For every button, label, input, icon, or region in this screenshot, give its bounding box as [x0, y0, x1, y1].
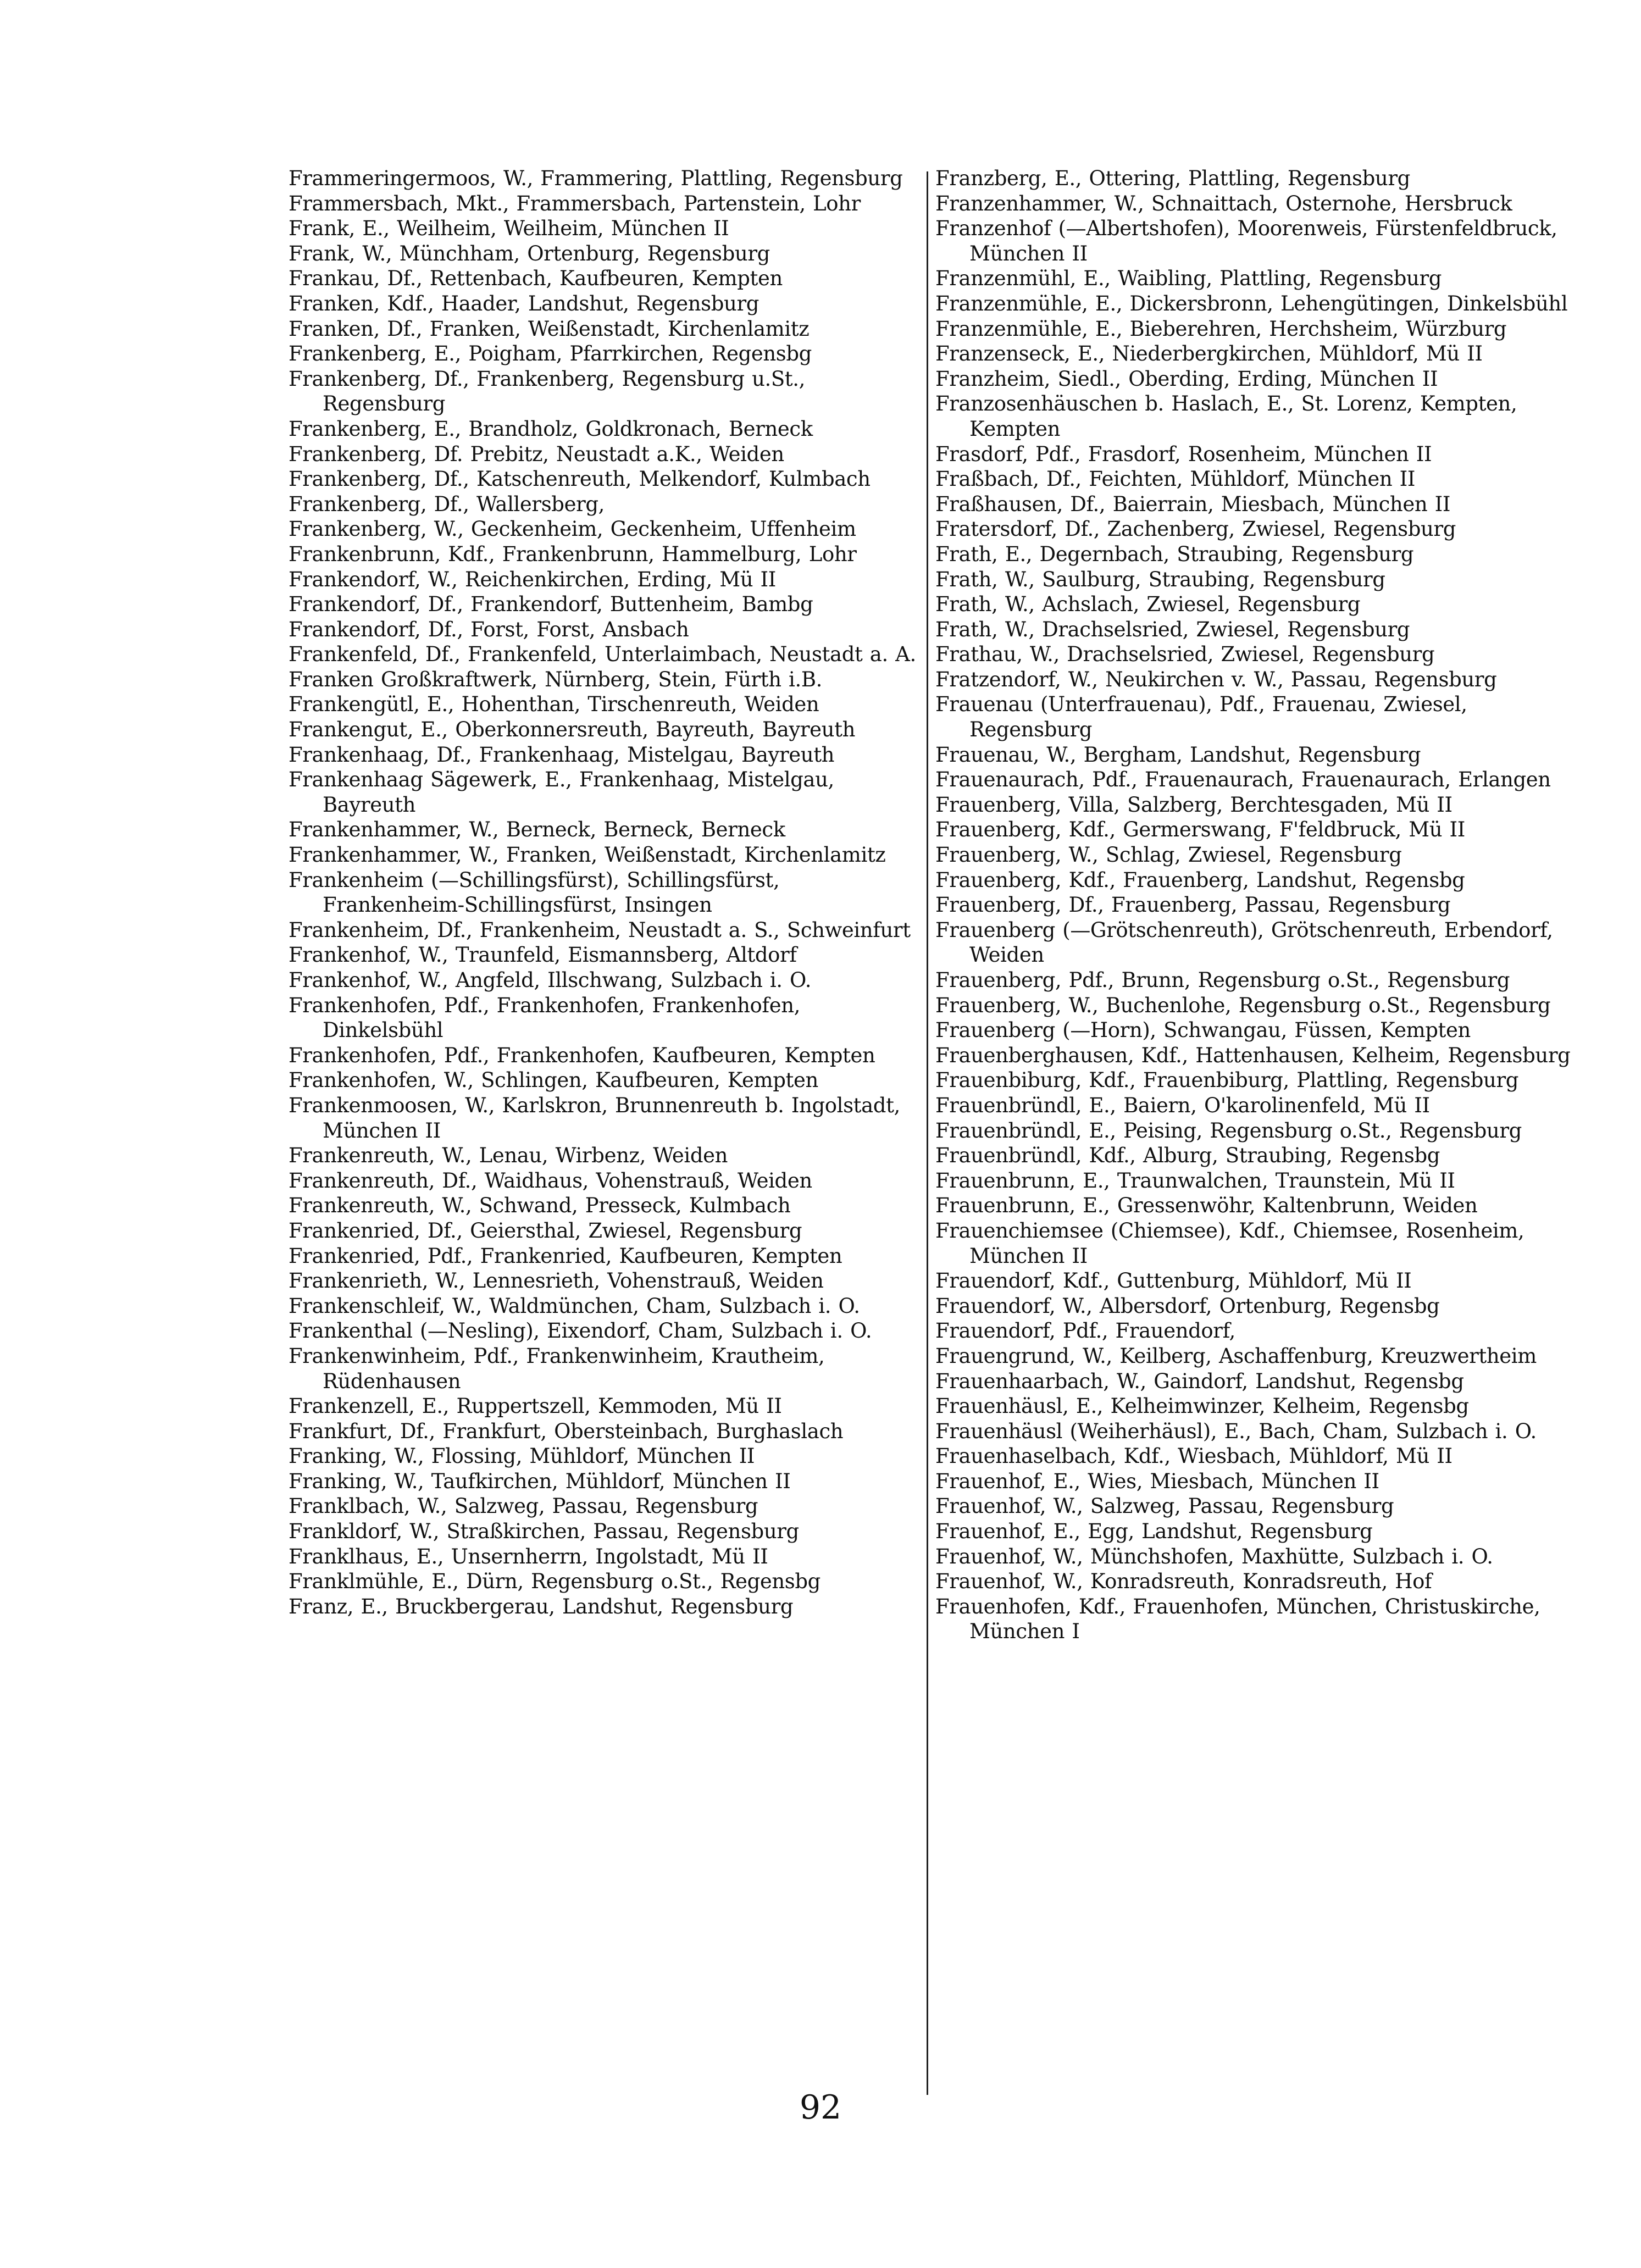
- gazetteer-entry: Frankenberg, Df., Frankenberg, Regensburg u.St., Regensburg: [289, 367, 805, 416]
- gazetteer-entry: Frauenau, W., Bergham, Landshut, Regensburg: [935, 742, 1421, 767]
- gazetteer-entry: Franz, E., Bruckbergerau, Landshut, Regensburg: [289, 1594, 794, 1618]
- gazetteer-entry: Fratersdorf, Df., Zachenberg, Zwiesel, Regensburg: [935, 517, 1456, 541]
- gazetteer-entry: Frauengrund, W., Keilberg, Aschaffenburg, Kreuzwertheim: [935, 1344, 1537, 1368]
- gazetteer-entry: Frankenhofen, W., Schlingen, Kaufbeuren, Kempten: [289, 1068, 818, 1093]
- gazetteer-entry: Frankengut, E., Oberkonnersreuth, Bayreuth, Bayreuth: [289, 718, 856, 742]
- gazetteer-entry: Frauenberg (—Horn), Schwangau, Füssen, Kempten: [935, 1018, 1471, 1042]
- gazetteer-entry: Franken, Kdf., Haader, Landshut, Regensburg: [289, 291, 759, 315]
- gazetteer-entry: Frauendorf, W., Albersdorf, Ortenburg, Regensbg: [935, 1294, 1440, 1318]
- gazetteer-entry: Frauenberg, Kdf., Frauenberg, Landshut, Regensbg: [935, 868, 1465, 892]
- gazetteer-entry: Frankenhof, W., Angfeld, Illschwang, Sulzbach i. O.: [289, 968, 812, 992]
- gazetteer-entry: Frauenberg, W., Buchenlohe, Regensburg o.St., Regensburg: [935, 993, 1551, 1017]
- gazetteer-entry: Frankfurt, Df., Frankfurt, Obersteinbach, Burghaslach: [289, 1419, 844, 1443]
- gazetteer-entry: Franking, W., Flossing, Mühldorf, München II: [289, 1444, 755, 1468]
- gazetteer-entry: Frauenberg, Pdf., Brunn, Regensburg o.St., Regensburg: [935, 968, 1510, 992]
- gazetteer-entry: Frankenhammer, W., Franken, Weißenstadt, Kirchenlamitz: [289, 843, 886, 867]
- gazetteer-entry: Frankendorf, Df., Forst, Forst, Ansbach: [289, 617, 689, 641]
- gazetteer-entry: Franzberg, E., Ottering, Plattling, Regensburg: [935, 167, 1410, 190]
- gazetteer-entry: Franzenmühl, E., Waibling, Plattling, Regensburg: [935, 267, 1442, 291]
- right-column: [935, 166, 1573, 1644]
- gazetteer-entry: Frauenberg, Kdf., Germerswang, F'feldbruck, Mü II: [935, 818, 1465, 842]
- gazetteer-entry: Frankenbrunn, Kdf., Frankenbrunn, Hammelburg, Lohr: [289, 542, 857, 566]
- gazetteer-entry: Fraßbach, Df., Feichten, Mühldorf, München II: [935, 467, 1416, 491]
- gazetteer-entry: Frankenhofen, Pdf., Frankenhofen, Kaufbeuren, Kempten: [289, 1043, 875, 1067]
- gazetteer-entry: Franking, W., Taufkirchen, Mühldorf, München II: [289, 1469, 791, 1493]
- gazetteer-entry: Frankenmoosen, W., Karlskron, Brunnenreuth b. Ingolstadt, München II: [289, 1093, 900, 1143]
- gazetteer-entry: Frankau, Df., Rettenbach, Kaufbeuren, Kempten: [289, 267, 783, 291]
- gazetteer-entry: Frankenberg, W., Geckenheim, Geckenheim, Uffenheim: [289, 517, 856, 541]
- gazetteer-entry: Franzenseck, E., Niederbergkirchen, Mühldorf, Mü II: [935, 342, 1483, 366]
- gazetteer-entry: Fratzendorf, W., Neukirchen v. W., Passau, Regensburg: [935, 667, 1497, 691]
- gazetteer-entry: Frauenbründl, E., Baiern, O'karolinenfeld, Mü II: [935, 1093, 1430, 1117]
- gazetteer-entry: Frauenhof, W., Salzweg, Passau, Regensburg: [935, 1494, 1394, 1518]
- gazetteer-entry: Franklhaus, E., Unsernherrn, Ingolstadt, Mü II: [289, 1544, 768, 1568]
- gazetteer-entry: Frammersbach, Mkt., Frammersbach, Partenstein, Lohr: [289, 191, 861, 215]
- gazetteer-entry: Frankenhof, W., Traunfeld, Eismannsberg, Altdorf: [289, 943, 797, 967]
- column-divider: [927, 171, 928, 2095]
- gazetteer-entry: Frankenberg, E., Brandholz, Goldkronach, Berneck: [289, 417, 813, 441]
- gazetteer-entry: Frath, W., Drachselsried, Zwiesel, Regensburg: [935, 617, 1410, 641]
- gazetteer-entry: Frauenberg, W., Schlag, Zwiesel, Regensburg: [935, 843, 1402, 867]
- gazetteer-entry: Frauendorf, Pdf., Frauendorf,: [935, 1319, 1235, 1343]
- gazetteer-entry: Frauenhaselbach, Kdf., Wiesbach, Mühldorf, Mü II: [935, 1444, 1452, 1468]
- gazetteer-entry: Frauendorf, Kdf., Guttenburg, Mühldorf, Mü II: [935, 1269, 1412, 1293]
- gazetteer-entry: Franzenhof (—Albertshofen), Moorenweis, Fürstenfeldbruck, München II: [935, 217, 1557, 265]
- gazetteer-entry: Frauenhof, W., Münchshofen, Maxhütte, Sulzbach i. O.: [935, 1544, 1493, 1568]
- gazetteer-entry: Frammeringermoos, W., Frammering, Plattling, Regensburg: [289, 167, 903, 190]
- gazetteer-entry: Frauenhaarbach, W., Gaindorf, Landshut, Regensbg: [935, 1369, 1464, 1393]
- gazetteer-entry: Frauenberg (—Grötschenreuth), Grötschenreuth, Erbendorf, Weiden: [935, 918, 1553, 967]
- gazetteer-entry: Frasdorf, Pdf., Frasdorf, Rosenheim, München II: [935, 442, 1432, 466]
- gazetteer-entry: Frauenbrunn, E., Gressenwöhr, Kaltenbrunn, Weiden: [935, 1194, 1478, 1218]
- gazetteer-entry: Frathau, W., Drachselsried, Zwiesel, Regensburg: [935, 642, 1435, 667]
- gazetteer-entry: Frankendorf, W., Reichenkirchen, Erding, Mü II: [289, 567, 776, 591]
- gazetteer-entry: Frauenau (Unterfrauenau), Pdf., Frauenau, Zwiesel, Regensburg: [935, 692, 1467, 742]
- page-number: 92: [799, 2088, 842, 2127]
- gazetteer-entry: Frankenheim (—Schillingsfürst), Schillingsfürst, Frankenheim-Schillingsfürst, Insingen: [289, 868, 780, 917]
- gazetteer-entry: Frauenberg, Df., Frauenberg, Passau, Regensburg: [935, 893, 1451, 917]
- gazetteer-entry: Frankenheim, Df., Frankenheim, Neustadt a. S., Schweinfurt: [289, 918, 911, 942]
- gazetteer-entry: Frauenchiemsee (Chiemsee), Kdf., Chiemsee, Rosenheim, München II: [935, 1218, 1524, 1268]
- gazetteer-entry: Frank, W., Münchham, Ortenburg, Regensburg: [289, 241, 770, 265]
- gazetteer-entry: Frauenbründl, E., Peising, Regensburg o.St., Regensburg: [935, 1118, 1522, 1143]
- gazetteer-entry: Frankenhofen, Pdf., Frankenhofen, Frankenhofen, Dinkelsbühl: [289, 993, 801, 1042]
- gazetteer-entry: Frankenberg, Df., Wallersberg,: [289, 492, 605, 516]
- gazetteer-entry: Franklmühle, E., Dürn, Regensburg o.St., Regensbg: [289, 1570, 820, 1594]
- gazetteer-entry: Frath, W., Saulburg, Straubing, Regensburg: [935, 567, 1385, 591]
- gazetteer-entry: Frankenwinheim, Pdf., Frankenwinheim, Krautheim, Rüdenhausen: [289, 1344, 825, 1393]
- gazetteer-entry: Frankenreuth, W., Lenau, Wirbenz, Weiden: [289, 1144, 728, 1168]
- gazetteer-entry: Frauenberg, Villa, Salzberg, Berchtesgaden, Mü II: [935, 792, 1452, 817]
- gazetteer-entry: Frath, W., Achslach, Zwiesel, Regensburg: [935, 592, 1361, 617]
- gazetteer-entry: Frauenbiburg, Kdf., Frauenbiburg, Plattling, Regensburg: [935, 1068, 1519, 1093]
- gazetteer-entry: Franzenmühle, E., Dickersbronn, Lehengütingen, Dinkelsbühl: [935, 291, 1568, 315]
- gazetteer-entry: Frauenhäusl (Weiherhäusl), E., Bach, Cham, Sulzbach i. O.: [935, 1419, 1537, 1443]
- gazetteer-entry: Franzosenhäuschen b. Haslach, E., St. Lorenz, Kempten, Kempten: [935, 392, 1517, 441]
- gazetteer-entry: Frankenberg, Df., Katschenreuth, Melkendorf, Kulmbach: [289, 467, 871, 491]
- gazetteer-entry: Frankenberg, Df. Prebitz, Neustadt a.K., Weiden: [289, 442, 784, 466]
- gazetteer-entry: Franzenhammer, W., Schnaittach, Osternohe, Hersbruck: [935, 191, 1512, 215]
- gazetteer-entry: Frauenhof, E., Egg, Landshut, Regensburg: [935, 1520, 1373, 1544]
- gazetteer-entry: Frauenhof, W., Konradsreuth, Konradsreuth, Hof: [935, 1570, 1432, 1594]
- gazetteer-entry: Franklbach, W., Salzweg, Passau, Regensburg: [289, 1494, 758, 1518]
- gazetteer-entry: Frankenrieth, W., Lennesrieth, Vohenstrauß, Weiden: [289, 1269, 824, 1293]
- gazetteer-entry: Frauenaurach, Pdf., Frauenaurach, Frauenaurach, Erlangen: [935, 768, 1551, 792]
- gazetteer-entry: Frankenfeld, Df., Frankenfeld, Unterlaimbach, Neustadt a. A.: [289, 642, 916, 667]
- gazetteer-entry: Frankenried, Df., Geiersthal, Zwiesel, Regensburg: [289, 1218, 802, 1243]
- gazetteer-entry: Franzheim, Siedl., Oberding, Erding, München II: [935, 367, 1438, 391]
- gazetteer-entry: Frath, E., Degernbach, Straubing, Regensburg: [935, 542, 1414, 566]
- gazetteer-entry: Frauenbründl, Kdf., Alburg, Straubing, Regensbg: [935, 1144, 1440, 1168]
- gazetteer-entry: Frankldorf, W., Straßkirchen, Passau, Regensburg: [289, 1520, 799, 1544]
- gazetteer-entry: Frank, E., Weilheim, Weilheim, München II: [289, 217, 729, 241]
- gazetteer-entry: Franzenmühle, E., Bieberehren, Herchsheim, Würzburg: [935, 317, 1507, 341]
- gazetteer-entry: Frankenreuth, Df., Waidhaus, Vohenstrauß, Weiden: [289, 1168, 812, 1193]
- gazetteer-entry: Franken, Df., Franken, Weißenstadt, Kirchenlamitz: [289, 317, 810, 341]
- gazetteer-entry: Frauenberghausen, Kdf., Hattenhausen, Kelheim, Regensburg: [935, 1043, 1571, 1067]
- gazetteer-entry: Frauenbrunn, E., Traunwalchen, Traunstein, Mü II: [935, 1168, 1455, 1193]
- gazetteer-entry: Frankenschleif, W., Waldmünchen, Cham, Sulzbach i. O.: [289, 1294, 860, 1318]
- gazetteer-entry: Frankenreuth, W., Schwand, Presseck, Kulmbach: [289, 1194, 791, 1218]
- gazetteer-entry: Frankendorf, Df., Frankendorf, Buttenheim, Bambg: [289, 592, 813, 617]
- gazetteer-entry: Frankenthal (—Nesling), Eixendorf, Cham, Sulzbach i. O.: [289, 1319, 872, 1343]
- left-column: [289, 166, 921, 1619]
- gazetteer-entry: Frankenhammer, W., Berneck, Berneck, Berneck: [289, 818, 785, 842]
- gazetteer-entry: Frankenried, Pdf., Frankenried, Kaufbeuren, Kempten: [289, 1244, 842, 1268]
- gazetteer-entry: Frauenhofen, Kdf., Frauenhofen, München, Christuskirche, München I: [935, 1594, 1540, 1644]
- gazetteer-entry: Frauenhäusl, E., Kelheimwinzer, Kelheim, Regensbg: [935, 1394, 1469, 1418]
- gazetteer-entry: Fraßhausen, Df., Baierrain, Miesbach, München II: [935, 492, 1451, 516]
- gazetteer-entry: Frankenzell, E., Ruppertszell, Kemmoden, Mü II: [289, 1394, 782, 1418]
- gazetteer-entry: Frankenhaag, Df., Frankenhaag, Mistelgau, Bayreuth: [289, 742, 835, 767]
- gazetteer-entry: Franken Großkraftwerk, Nürnberg, Stein, Fürth i.B.: [289, 667, 823, 691]
- gazetteer-entry: Frankengütl, E., Hohenthan, Tirschenreuth, Weiden: [289, 692, 819, 717]
- gazetteer-entry: Frankenberg, E., Poigham, Pfarrkirchen, Regensbg: [289, 342, 812, 366]
- gazetteer-entry: Frankenhaag Sägewerk, E., Frankenhaag, Mistelgau, Bayreuth: [289, 768, 834, 817]
- gazetteer-entry: Frauenhof, E., Wies, Miesbach, München II: [935, 1469, 1379, 1493]
